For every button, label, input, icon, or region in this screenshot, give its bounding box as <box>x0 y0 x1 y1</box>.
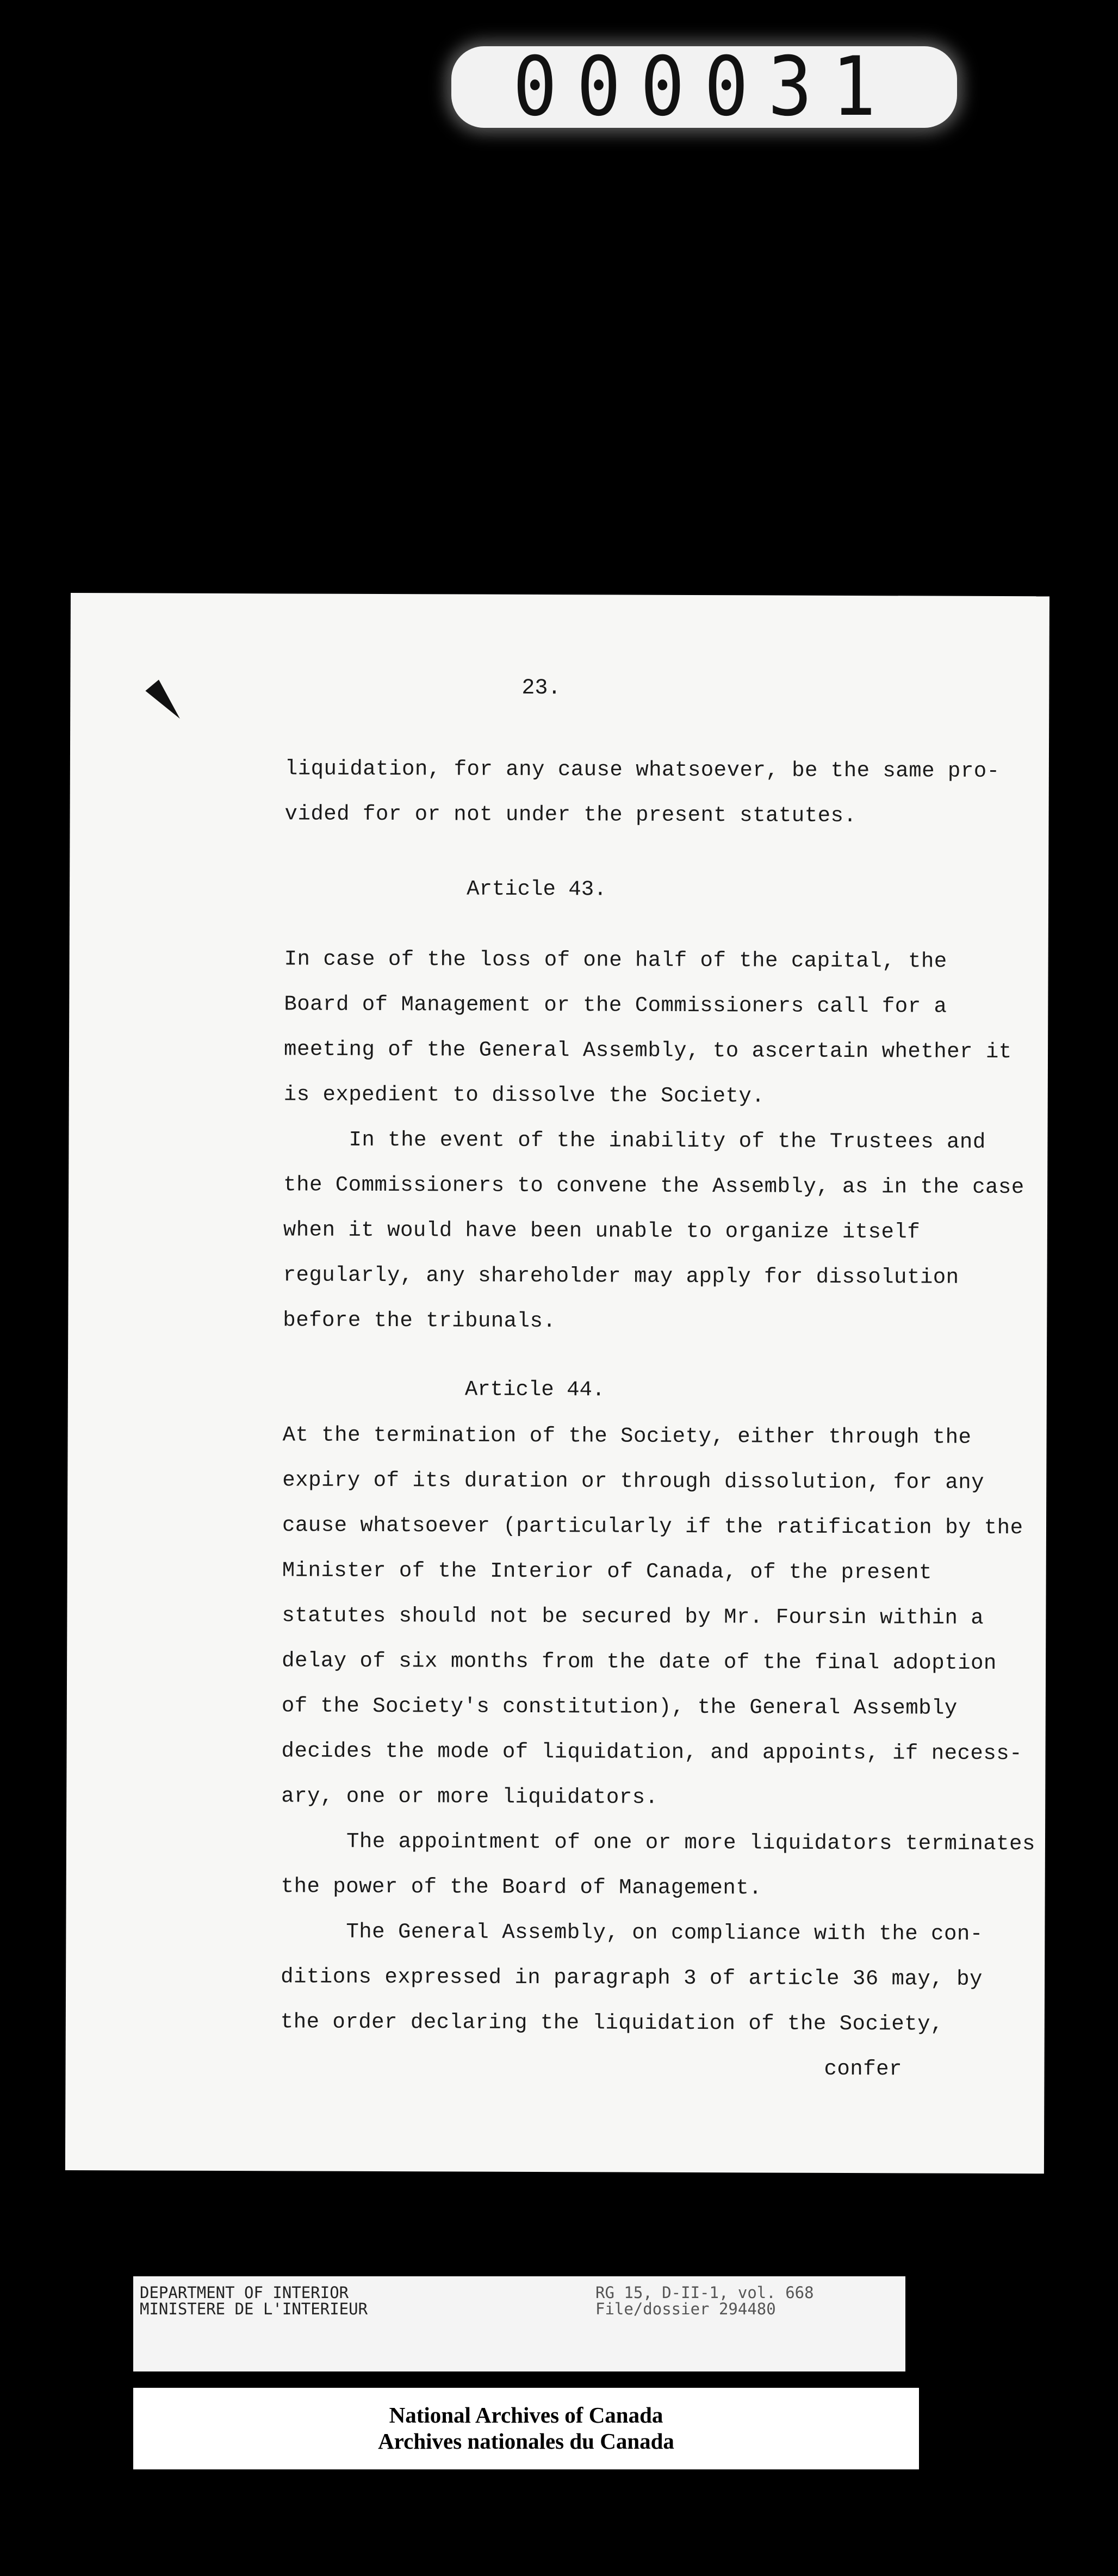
document-body <box>65 593 1049 2174</box>
text-line: regularly, any shareholder may apply for dissolution <box>283 1263 959 1290</box>
text-line: the power of the Board of Management. <box>281 1874 762 1900</box>
frame-number: 000031 <box>513 40 896 134</box>
text-line: expiry of its duration or through dissolution, for any <box>282 1468 985 1495</box>
text-line: delay of six months from the date of the final adoption <box>282 1649 997 1675</box>
article-44-heading: Article 44. <box>464 1377 605 1402</box>
text-line: the Commissioners to convene the Assembly, as in the case <box>283 1173 1024 1200</box>
department-en: DEPARTMENT OF INTERIOR <box>140 2283 349 2302</box>
article-43-heading: Article 43. <box>467 877 607 902</box>
text-line: In case of the loss of one half of the capital, the <box>284 947 947 974</box>
text-line: cause whatsoever (particularly if the ratification by the <box>282 1513 1023 1540</box>
catchword: confer <box>824 2057 903 2082</box>
frame-number-stamp <box>451 40 957 134</box>
document-page <box>65 593 1049 2174</box>
text-line: decides the mode of liquidation, and appoints, if necess- <box>281 1739 1023 1766</box>
text-line: meeting of the General Assembly, to ascertain whether it <box>283 1037 1012 1064</box>
text-line: In the event of the inability of the Trustees and <box>349 1128 986 1154</box>
text-line: when it would have been unable to organize itself <box>283 1218 921 1244</box>
text-line: ary, one or more liquidators. <box>281 1784 659 1810</box>
text-line: The appointment of one or more liquidators terminates <box>346 1829 1035 1856</box>
file-number: File/dossier 294480 <box>595 2300 776 2318</box>
department-label <box>133 2276 905 2371</box>
text-line: statutes should not be secured by Mr. Foursin within a <box>282 1603 984 1630</box>
text-line: the order declaring the liquidation of the Society, <box>280 2010 944 2036</box>
archives-name-en: National Archives of Canada <box>389 2402 663 2428</box>
reference-block <box>595 2284 814 2317</box>
department-names <box>140 2284 368 2317</box>
text-line: is expedient to dissolve the Society. <box>283 1082 765 1109</box>
text-line: liquidation, for any cause whatsoever, be the same pro- <box>284 757 1000 783</box>
text-line: The General Assembly, on compliance with the con- <box>346 1919 983 1946</box>
text-line: Minister of the Interior of Canada, of the present <box>282 1558 933 1585</box>
record-group-reference: RG 15, D-II-1, vol. 668 <box>595 2283 814 2302</box>
archives-name-label <box>133 2388 919 2469</box>
page-number: 23. <box>521 676 561 701</box>
text-line: of the Society's constitution), the General Assembly <box>281 1694 958 1720</box>
department-fr: MINISTERE DE L'INTERIEUR <box>140 2300 368 2318</box>
text-line: before the tribunals. <box>283 1308 556 1334</box>
text-line: vided for or not under the present statutes. <box>284 802 857 828</box>
text-line: ditions expressed in paragraph 3 of article 36 may, by <box>281 1965 983 1991</box>
archives-name-fr: Archives nationales du Canada <box>378 2429 674 2454</box>
text-line: Board of Management or the Commissioners call for a <box>284 992 947 1019</box>
text-line: At the termination of the Society, either through the <box>282 1423 972 1450</box>
